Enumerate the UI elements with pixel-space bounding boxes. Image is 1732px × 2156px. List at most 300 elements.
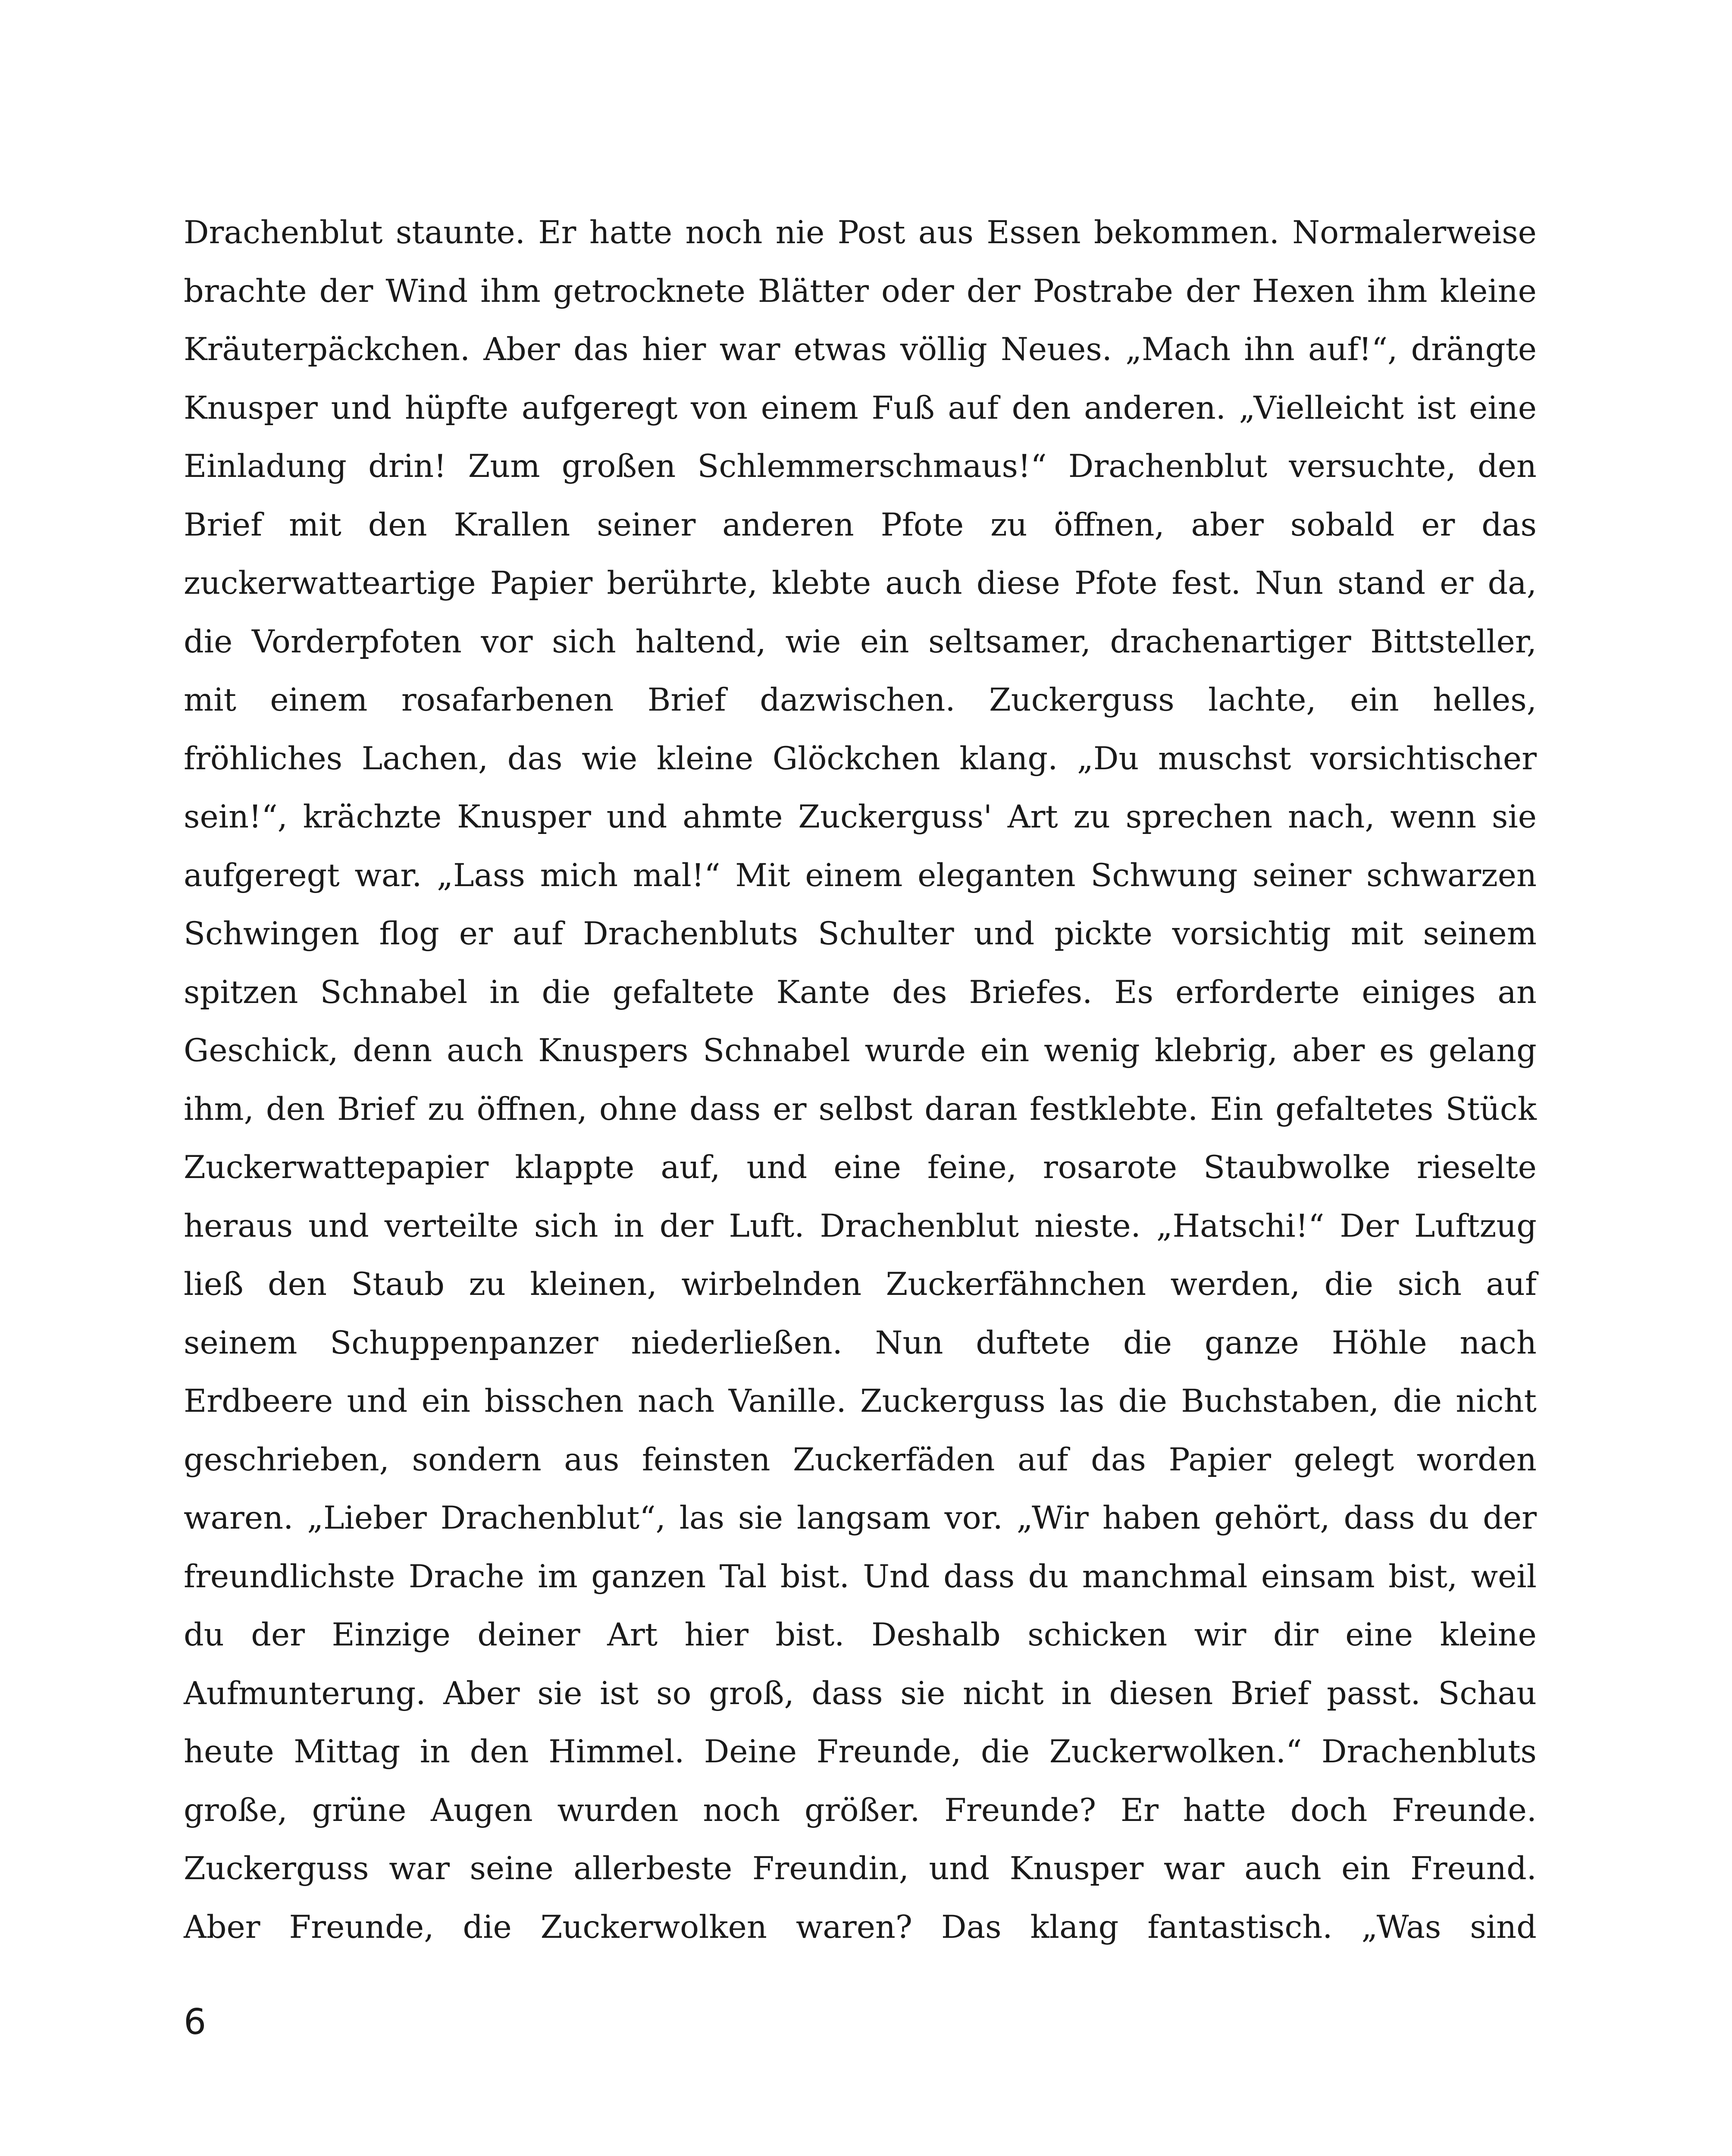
word: und [347,1383,408,1420]
word: bisschen [484,1383,624,1420]
word: Luftzug [1414,1207,1537,1244]
word: gelang [1428,1032,1537,1069]
word: klebte [772,565,871,602]
word: Es [1114,974,1154,1011]
word: nicht [963,1675,1044,1712]
text-line [184,554,1537,613]
word: sie [738,1500,783,1536]
word: der [251,1617,305,1653]
word: Schuppenpanzer [330,1324,598,1361]
word: sich [1397,1266,1462,1303]
word: wirbelnden [681,1266,862,1303]
word: etwas [793,331,887,368]
word: den [1012,389,1071,426]
word: manchmal [1082,1558,1248,1595]
word: Aber [483,331,560,368]
text-line [184,204,1537,262]
word: sich [552,623,616,660]
word: klang. [959,740,1058,777]
word: Zuckerguss' [798,799,992,835]
word: drängte [1411,331,1537,368]
word: Fuß [871,389,935,426]
text-line [184,1548,1537,1606]
word: das [1091,1441,1146,1478]
word: gelegt [1294,1441,1394,1478]
word: großen [561,448,676,485]
word: rieselte [1416,1149,1537,1186]
word: ihm, [184,1091,254,1128]
word: daran [924,1091,1018,1128]
word: war [389,1850,450,1887]
word: brachte [184,273,307,310]
word: heute [184,1733,274,1770]
word: Erdbeere [184,1383,333,1420]
word: Einladung [184,448,347,485]
word: lachte, [1208,682,1316,718]
word: vor. [944,1500,1003,1536]
word: ihn [1244,331,1295,368]
word: einiges [1362,974,1476,1011]
word: Freundin, [752,1850,909,1887]
text-line [184,1197,1537,1256]
word: Zuckerguss [860,1383,1046,1420]
word: drachenartiger [1110,623,1351,660]
text-line [184,671,1537,730]
word: Vanille. [728,1383,846,1420]
word: bist. [780,1558,849,1595]
word: Essen [987,214,1081,251]
word: langsam [796,1500,931,1536]
word: Und [863,1558,930,1595]
word: oder [881,273,954,310]
word: kleine [656,740,754,777]
word: Aber [184,1908,260,1946]
word: ist [1417,389,1456,426]
word: die [542,974,591,1011]
word: und [331,389,392,426]
word: das [573,331,629,368]
word: muschst [1158,740,1291,777]
text-line [184,320,1537,379]
word: es [1379,1032,1414,1069]
word: Papier [490,565,593,602]
word: im [538,1558,578,1595]
word: auch [446,1032,524,1069]
word: Freunde? [944,1792,1096,1829]
word: Vorderpfoten [251,623,462,660]
word: fantastisch. [1147,1908,1333,1946]
word: dass [943,1558,1015,1595]
word: Papier [1168,1441,1271,1478]
word: Einzige [332,1617,451,1653]
word: mal!“ [633,857,720,894]
word: zu [1073,799,1110,835]
word: seiner [597,506,696,543]
word: dass [689,1091,761,1128]
word: einem [270,682,368,718]
word: Staubwolke [1203,1149,1391,1186]
word: einem [761,389,858,426]
word: Er [1120,1792,1159,1829]
text-line [184,1255,1537,1314]
word: so [656,1675,692,1712]
word: den [266,1091,325,1128]
word: Drachenblut [820,1207,1019,1244]
word: auch [885,565,962,602]
word: dir [1273,1617,1319,1653]
word: er [773,1091,807,1128]
word: den [470,1733,529,1770]
word: sie [1491,799,1537,835]
word: öffnen, [476,1091,587,1128]
word: eine [833,1149,901,1186]
word: dass [811,1675,883,1712]
word: gefaltete [612,974,755,1011]
word: wie [582,740,638,777]
word: rosarote [1043,1149,1178,1186]
text-line [184,1489,1537,1548]
word: größer. [804,1792,920,1829]
word: staunte. [395,214,525,251]
word: die [463,1908,512,1946]
text-line [184,1022,1537,1080]
word: er [459,915,493,952]
word: Tal [719,1558,767,1595]
word: seltsamer, [928,623,1091,660]
word: Zuckerwolken.“ [1049,1733,1302,1770]
word: den [368,506,427,543]
word: verteilte [384,1207,519,1244]
text-line [184,1314,1537,1373]
word: Brief [647,682,726,718]
word: und [929,1850,990,1887]
word: Der [1340,1207,1399,1244]
word: Nun [1255,565,1323,602]
text-line [184,1372,1537,1431]
word: noch [703,1792,780,1829]
word: gehört, [1214,1500,1330,1536]
word: flog [379,915,439,952]
word: wenn [1390,799,1477,835]
word: ihm [480,273,541,310]
word: wurden [557,1792,679,1829]
word: du [1028,1558,1069,1595]
word: seinem [184,1324,298,1361]
word: hatte [1183,1792,1266,1829]
word: nach [1460,1324,1537,1361]
word: er [1421,506,1455,543]
word: sprechen [1125,799,1273,835]
word: nieste. [1034,1207,1141,1244]
word: Deshalb [871,1617,1001,1653]
word: Zuckerguss [989,682,1175,718]
word: große, [184,1792,288,1829]
word: Aber [443,1675,520,1712]
word: Freunde. [1392,1792,1537,1829]
word: Zuckerfäden [793,1441,995,1478]
word: Art [607,1617,658,1653]
text-line [184,905,1537,963]
word: Nun [875,1324,943,1361]
word: deiner [477,1617,580,1653]
word: vorsichtig [1172,915,1331,952]
word: eine [1469,389,1537,426]
word: klang [1030,1908,1119,1946]
word: wie [785,623,841,660]
word: fest. [1171,565,1241,602]
word: nie [775,214,825,251]
word: Drachenblut [1068,448,1268,485]
word: sein!“, [184,799,288,835]
text-line [184,1431,1537,1489]
word: heraus [184,1207,293,1244]
word: und [746,1149,808,1186]
word: werden, [1170,1266,1300,1303]
word: von [690,389,748,426]
word: niederließen. [631,1324,843,1361]
word: Schlemmerschmaus!“ [697,448,1047,485]
word: Mittag [294,1733,401,1770]
word: war. [354,857,422,894]
word: worden [1416,1441,1537,1478]
word: ein [980,1032,1030,1069]
word: in [614,1207,644,1244]
word: hier [642,331,706,368]
word: Post [837,214,905,251]
word: vorsichtischer [1310,740,1537,777]
word: zuckerwatteartige [184,565,476,602]
word: versuchte, [1289,448,1456,485]
word: Schnabel [320,974,468,1011]
word: die [1393,1383,1442,1420]
word: den [1477,448,1537,485]
word: krächzte [303,799,442,835]
word: haltend, [635,623,766,660]
word: öffnen, [1054,506,1165,543]
word: die [1324,1266,1373,1303]
word: Zum [468,448,540,485]
word: „Lieber [307,1500,427,1536]
word: feinsten [642,1441,770,1478]
word: wenig [1043,1032,1140,1069]
word: ein [860,623,909,660]
word: las [1059,1383,1105,1420]
word: mit [288,506,341,543]
word: schicken [1027,1617,1168,1653]
word: ist [600,1675,639,1712]
text-line [184,379,1537,438]
word: Freunde, [816,1733,962,1770]
word: „Du [1077,740,1139,777]
word: seine [470,1850,554,1887]
word: Aufmunterung. [184,1675,426,1712]
word: Brief [1231,1675,1309,1712]
word: las [679,1500,725,1536]
word: mit [184,682,236,718]
word: anderen [722,506,854,543]
word: in [420,1733,451,1770]
word: sondern [412,1441,542,1478]
word: Luft. [729,1207,805,1244]
word: klappte [515,1149,635,1186]
word: festklebte. [1029,1091,1198,1128]
word: kleinen, [530,1266,657,1303]
word: „Was [1361,1908,1441,1946]
word: Lachen, [361,740,489,777]
word: Schwingen [184,915,360,952]
word: Blätter [758,273,869,310]
word: in [1061,1675,1092,1712]
word: Schwung [1090,857,1238,894]
word: Schau [1438,1675,1537,1712]
word: Mit [735,857,790,894]
word: gefaltetes [1275,1091,1434,1128]
word: Drachenbluts [1321,1733,1537,1770]
word: Knusper [1009,1850,1144,1887]
word: Drache [408,1558,524,1595]
word: seiner [1253,857,1352,894]
word: ahmte [683,799,783,835]
word: die [1123,1324,1172,1361]
word: Zuckerfähnchen [886,1266,1146,1303]
word: waren? [796,1908,913,1946]
word: Pfote [880,506,964,543]
word: aus [918,214,974,251]
word: rosafarbenen [401,682,614,718]
word: der [1483,1500,1537,1536]
word: und [974,915,1035,952]
word: der [966,273,1021,310]
word: nicht [1456,1383,1537,1420]
word: der [319,273,373,310]
text-line [184,1606,1537,1664]
text-line [184,1138,1537,1197]
word: Drachenblut“, [440,1500,666,1536]
word: grüne [312,1792,407,1829]
word: auf, [661,1149,720,1186]
text-line [184,1664,1537,1723]
word: vor [481,623,533,660]
word: Pfote [1074,565,1158,602]
word: Augen [430,1792,533,1829]
word: er [1440,565,1474,602]
word: passt. [1326,1675,1421,1712]
text-line [184,1781,1537,1840]
word: sind [1470,1908,1537,1946]
word: auf!“, [1308,331,1398,368]
word: Bittsteller, [1370,623,1537,660]
word: haben [1102,1500,1201,1536]
word: an [1497,974,1537,1011]
word: Knusper [184,389,318,426]
text-line [184,730,1537,788]
word: kleine [1440,273,1537,310]
word: helles, [1433,682,1537,718]
word: Krallen [454,506,570,543]
word: der [1185,273,1240,310]
word: erforderte [1175,974,1340,1011]
word: Kante [776,974,871,1011]
word: „Vielleicht [1239,389,1404,426]
word: getrocknete [553,273,745,310]
word: ganzen [591,1558,706,1595]
word: Drachenbluts [583,915,799,952]
word: Buchstaben, [1181,1383,1379,1420]
word: sich [534,1207,598,1244]
word: doch [1290,1792,1368,1829]
word: Art [1007,799,1058,835]
word: „Lass [437,857,525,894]
word: weil [1471,1558,1537,1595]
word: dazwischen. [760,682,955,718]
word: berührte, [607,565,758,602]
text-line [184,262,1537,321]
word: duftete [976,1324,1091,1361]
word: war [719,331,780,368]
text-line [184,437,1537,496]
word: diese [976,565,1060,602]
word: du [184,1617,224,1653]
word: Briefes. [969,974,1093,1011]
word: die [184,623,233,660]
word: ihm [1367,273,1428,310]
word: Brief [337,1091,416,1128]
word: Freund. [1410,1850,1537,1887]
word: auf [1018,1441,1068,1478]
word: Neues. [1001,331,1112,368]
word: geschrieben, [184,1441,389,1478]
word: Drachenblut [184,214,383,251]
word: du [1428,1500,1469,1536]
word: die [980,1733,1030,1770]
word: wir [1194,1617,1247,1653]
word: bist. [775,1617,845,1653]
word: Zuckerwattepapier [184,1149,489,1186]
word: mit [1350,915,1403,952]
text-line [184,613,1537,671]
word: zu [990,506,1027,543]
word: sie [900,1675,946,1712]
word: Brief [184,506,263,543]
word: Deine [704,1733,797,1770]
word: Kräuterpäckchen. [184,331,470,368]
word: Schulter [817,915,954,952]
word: bekommen. [1093,214,1279,251]
word: ganze [1204,1324,1299,1361]
word: und [606,799,667,835]
word: ließ [184,1266,244,1303]
word: ein [1350,682,1399,718]
word: einsam [1261,1558,1375,1595]
word: „Hatschi!“ [1156,1207,1325,1244]
word: Knusper [457,799,591,835]
word: kleine [1440,1617,1537,1653]
word: Glöckchen [772,740,940,777]
word: diesen [1109,1675,1213,1712]
text-line [184,1723,1537,1781]
word: ein [1341,1850,1391,1887]
text-line [184,1898,1537,1957]
word: Höhle [1331,1324,1427,1361]
text-line [184,846,1537,905]
word: einem [805,857,903,894]
word: bist, [1388,1558,1458,1595]
word: Knuspers [538,1032,689,1069]
word: mich [540,857,618,894]
word: noch [685,214,763,251]
word: selbst [818,1091,913,1128]
word: auf [1486,1266,1537,1303]
